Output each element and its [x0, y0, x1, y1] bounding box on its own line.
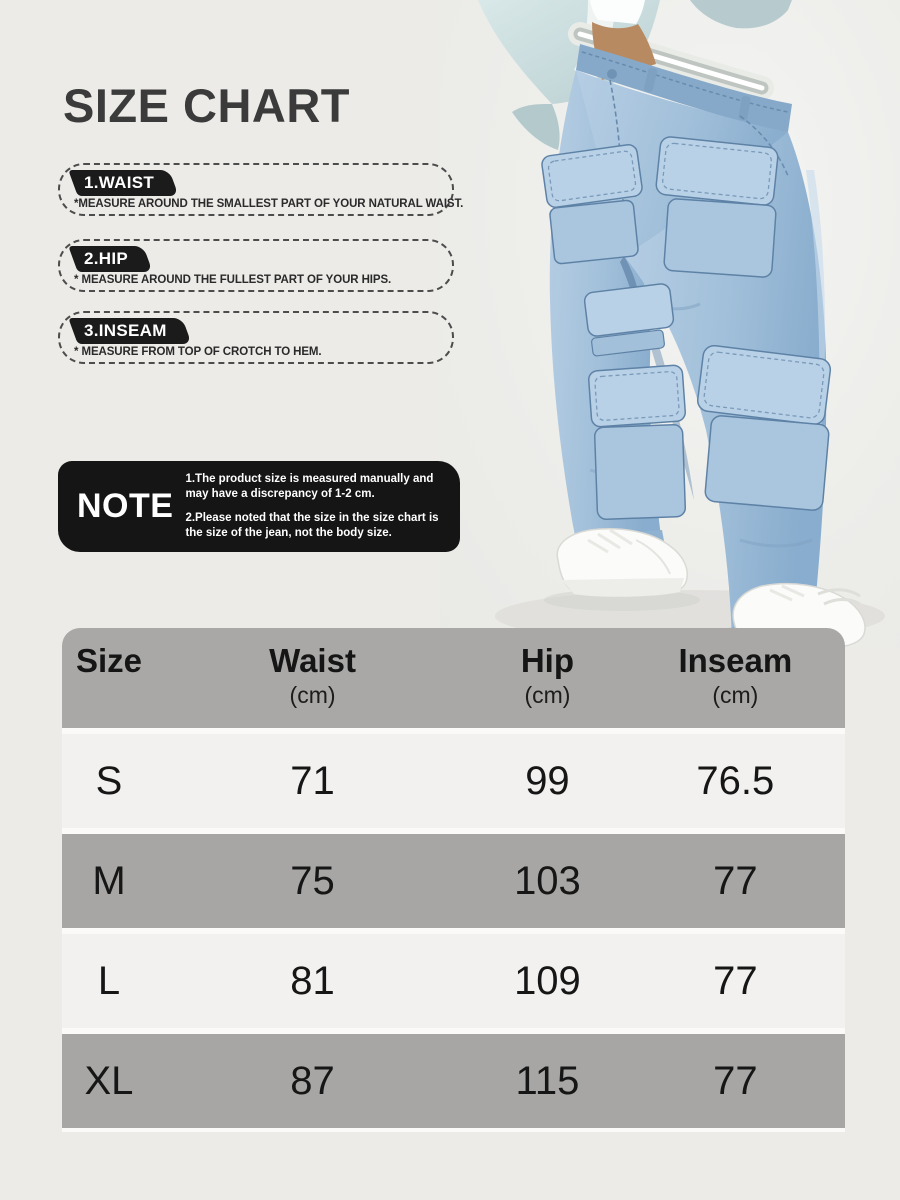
column-header-inseam: Inseam (cm): [678, 642, 793, 709]
note-body: [185, 472, 448, 541]
column-header-waist: Waist (cm): [269, 642, 356, 709]
measure-description: * MEASURE AROUND THE FULLEST PART OF YOUR HIPS.: [74, 274, 392, 286]
measure-tag-label: 1.WAIST: [84, 173, 155, 192]
jeans-photo-illustration: [440, 0, 900, 648]
page-title: SIZE CHART: [63, 79, 350, 132]
note-title: NOTE: [77, 487, 174, 525]
measure-section-waist: [58, 163, 464, 216]
table-row-l: L 81 109 77: [62, 928, 845, 1028]
measure-section-inseam: [58, 311, 454, 364]
measure-tag-label: 3.INSEAM: [84, 321, 167, 340]
size-table: [62, 628, 845, 1132]
table-row-s: S 71 99 76.5: [62, 728, 845, 828]
model-photo: [440, 0, 900, 648]
measure-description: * MEASURE FROM TOP OF CROTCH TO HEM.: [74, 346, 322, 358]
column-header-size: Size: [75, 642, 142, 679]
note-box: [58, 461, 460, 552]
measure-tag-hip: [68, 246, 152, 272]
measure-tag-waist: [68, 170, 179, 196]
note-item: 1.The product size is measured manually and may have a discrepancy of 1-2 cm.: [185, 473, 434, 501]
table-row-xl: XL 87 115 77: [62, 1028, 845, 1128]
note-item: 2.Please noted that the size in the size chart is the size of the jean, not the body size.: [185, 512, 439, 539]
table-row-m: M 75 103 77: [62, 828, 845, 928]
measure-tag-label: 2.HIP: [84, 249, 129, 268]
measure-description: *MEASURE AROUND THE SMALLEST PART OF YOUR NATURAL WAIST.: [74, 198, 464, 210]
measure-section-hip: [58, 239, 454, 292]
column-header-hip: Hip (cm): [520, 642, 575, 709]
measure-tag-inseam: [68, 318, 191, 344]
size-table-header: [62, 628, 845, 728]
